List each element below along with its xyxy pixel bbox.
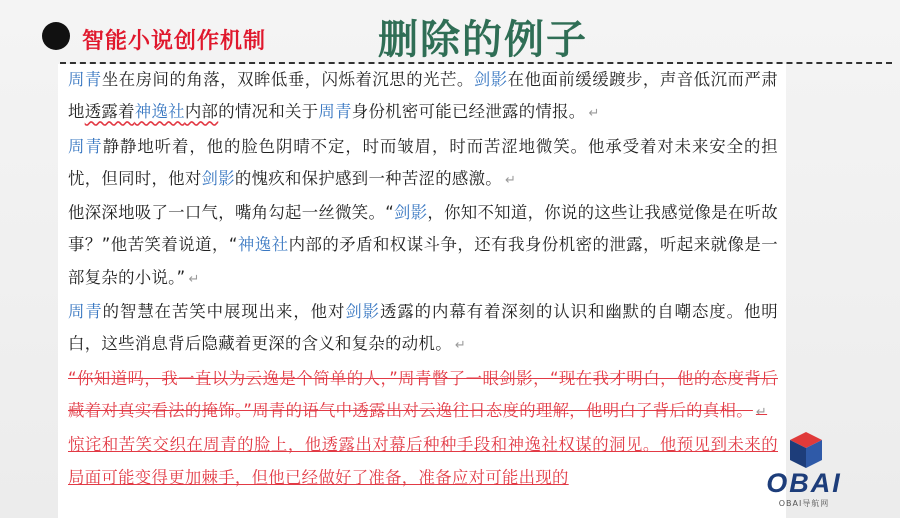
logo-caption: OBAI导航网 (778, 499, 830, 508)
obai-logo (744, 430, 864, 512)
character-name: 周青 (318, 102, 352, 122)
paragraph-text: 的智慧在苦笑中展现出来，他对 (102, 302, 346, 322)
section-subtitle: 智能小说创作机制 (82, 29, 267, 54)
flagged-text: 透露着 (84, 102, 135, 122)
slide-header (0, 0, 900, 62)
character-name: 剑影 (201, 168, 235, 188)
paragraph-text: 坐在房间的角落，双眸低垂，闪烁着沉思的光芒。 (101, 70, 474, 89)
story-paragraph (58, 64, 786, 131)
paragraph-mark-icon: ↵ (188, 271, 200, 287)
character-name: 周青 (68, 302, 103, 322)
inserted-paragraph (58, 429, 786, 494)
character-name: 剑影 (345, 302, 380, 322)
paragraph-text: 他深深地吸了一口气，嘴角勾起一丝微笑。“ (68, 203, 394, 223)
paragraph-text: 在他面前缓缓踱步，声音低沉而严肃地 (68, 70, 778, 122)
paragraph-list (58, 64, 786, 494)
paragraph-mark-icon: ↵ (588, 106, 600, 122)
character-name: 剑影 (394, 203, 428, 223)
paragraph-text: 的愧疚和保护感到一种苦涩的感激。 (234, 168, 502, 188)
story-paragraph (58, 197, 786, 296)
paragraph-text: 静静地听着，他的脸色阴晴不定，时而皱眉，时而苦涩地微笑。他承受着对未来安全的担忧，但同时，他对 (68, 136, 778, 188)
deleted-paragraph (58, 363, 786, 430)
story-paragraph (58, 296, 786, 363)
paragraph-text: 身份机密可能已经泄露的情报。 (351, 102, 586, 122)
paragraph-mark-icon: ↵ (454, 338, 467, 354)
character-name: 神逸社 (237, 235, 289, 255)
character-name: 周青 (68, 70, 102, 89)
story-paragraph (58, 131, 786, 198)
document-page (58, 64, 786, 518)
paragraph-text: “你知道吗，我一直以为云逸是个简单的人，”周青瞥了一眼剑影，“现在我才明白，他的态度背后藏着对真实看法的掩饰。”周青的语气中透露出对云逸往日态度的理解，他明白了背后的真相。 (68, 368, 778, 420)
flagged-text: 内部 (184, 102, 219, 122)
paragraph-text: 惊诧和苦笑交织在周青的脸上，他透露出对幕后种种手段和神逸社权谋的洞见。他预见到未来的局面可能变得更加棘手，但他已经做好了准备，准备应对可能出现的 (68, 435, 778, 487)
cube-logo-icon (786, 430, 826, 470)
character-name: 剑影 (473, 70, 508, 89)
paragraph-mark-icon: ↵ (755, 404, 768, 420)
character-name: 周青 (68, 136, 103, 156)
paragraph-text: 的情况和关于 (218, 102, 319, 122)
slide-title: 删除的例子 (378, 17, 588, 63)
paragraph-text: 内部的矛盾和权谋斗争，还有我身份机密的泄露，听起来就像是一部复杂的小说。” (68, 235, 778, 287)
paragraph-text: ，你知不知道，你说的这些让我感觉像是在听故事？”他苦笑着说道，“ (68, 203, 778, 255)
bullet-icon (42, 22, 70, 50)
paragraph-text: 透露的内幕有着深刻的认识和幽默的自嘲态度。他明白，这些消息背后隐藏着更深的含义和复杂的动机。 (68, 302, 778, 354)
paragraph-mark-icon: ↵ (504, 172, 517, 188)
character-name: 神逸社 (134, 102, 185, 122)
logo-wordmark: OBAI (766, 468, 842, 498)
